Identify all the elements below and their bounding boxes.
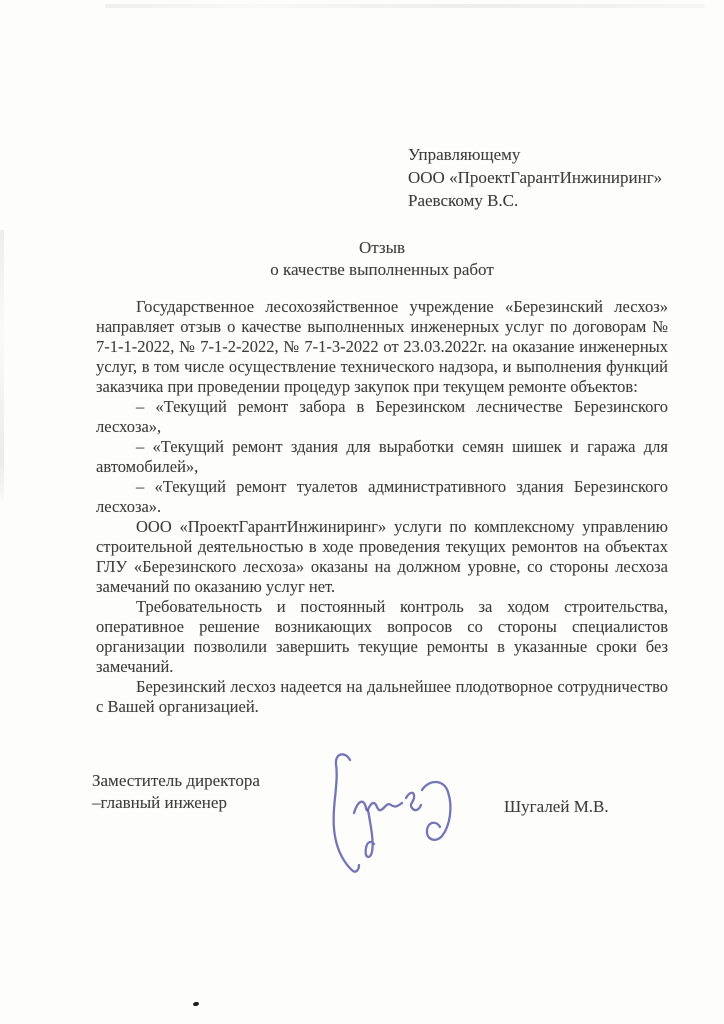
scan-artifact-left-smudge bbox=[0, 230, 4, 500]
list-item: – «Текущий ремонт здания для выработки семян шишек и гаража для автомобилей», bbox=[96, 437, 668, 476]
title-line-1: Отзыв bbox=[358, 238, 406, 257]
signer-position-line-1: Заместитель директора bbox=[92, 771, 260, 790]
signer-name: Шугалей М.В. bbox=[504, 797, 609, 816]
title-line-2: о качестве выполненных работ bbox=[270, 260, 494, 279]
list-item: – «Текущий ремонт забора в Березинском лесничестве Березинского лесхоза», bbox=[96, 397, 668, 436]
document-body bbox=[96, 297, 668, 717]
list-item: – «Текущий ремонт туалетов административного здания Березинского лесхоза». bbox=[96, 477, 668, 516]
body-paragraph: Требовательность и постоянный контроль за ходом строительства, оперативное решение возникающих вопросов со стороны специалистов организации позволили завершить текущие ремонты в указанные сроки без замечаний. bbox=[96, 597, 668, 676]
handwritten-signature bbox=[298, 742, 463, 887]
intro-paragraph: Государственное лесохозяйственное учреждение «Березинский лесхоз» направляет отзыв о качестве выполненных инженерных услуг по договорам № 7-1-1-2022, № 7-1-2-2022, № 7-1-3-2022 от 23.03.2022г. на оказание инженерных услуг, в том числе осуществление технического надзора, и выполнения функций заказчика при проведении процедур закупок при текущем ремонте объектов: bbox=[96, 297, 668, 396]
scan-artifact-top-smudge bbox=[105, 4, 705, 8]
document-title bbox=[96, 237, 668, 281]
body-paragraph: ООО «ПроектГарантИнжиниринг» услуги по комплексному управлению строительной деятельностью в ходе проведения текущих ремонтов на объектах ГЛУ «Березинского лесхоза» оказаны на должном уровне, со стороны лесхоза замечаний по оказанию услуг нет. bbox=[96, 517, 668, 596]
body-paragraph: Березинский лесхоз надеется на дальнейшее плодотворное сотрудничество с Вашей организацией. bbox=[96, 677, 668, 716]
signer-position-line-2: –главный инженер bbox=[92, 793, 227, 812]
recipient-block bbox=[408, 143, 662, 212]
recipient-line-3: Раевскому В.С. bbox=[408, 191, 519, 210]
recipient-line-1: Управляющему bbox=[408, 145, 521, 164]
scan-artifact-dot bbox=[193, 1001, 200, 1006]
recipient-line-2: ООО «ПроектГарантИнжиниринг» bbox=[408, 168, 663, 187]
signer-position-block bbox=[92, 770, 260, 814]
